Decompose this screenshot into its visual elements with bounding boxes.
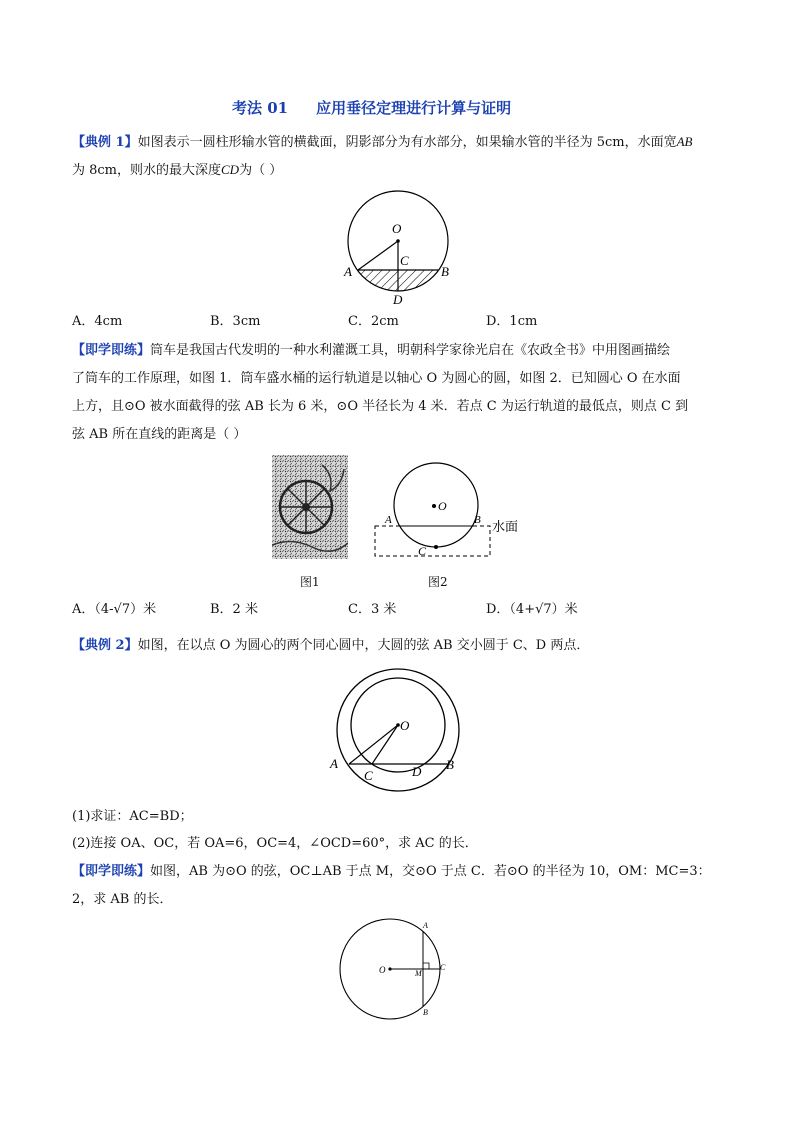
label-b: B xyxy=(446,757,454,772)
label-a: A xyxy=(344,264,352,279)
label-o: O xyxy=(438,499,447,513)
example1-option-d: D．1cm xyxy=(486,314,538,329)
label-o: O xyxy=(392,221,402,236)
example1-ab: AB xyxy=(676,134,693,149)
figure2-diagram xyxy=(370,460,530,564)
water-surface-label: 水面 xyxy=(492,519,519,534)
lowest-point-c xyxy=(434,545,438,549)
practice1-option-a: A．（4-√7）米 xyxy=(72,602,157,617)
label-d: D xyxy=(393,292,403,307)
right-angle-mark xyxy=(423,963,429,969)
radius-oa xyxy=(358,241,398,270)
water-box xyxy=(375,526,490,556)
figure2-caption: 图2 xyxy=(428,575,448,589)
practice1-option-b: B．2 米 xyxy=(210,602,258,617)
practice1-line3: 上方，且⊙O 被水面截得的弦 AB 长为 6 米，⊙O 半径长为 4 米．若点 C 为运行轨道的最低点，则点 C 到 xyxy=(72,399,689,414)
page-title xyxy=(232,97,511,118)
label-c: C xyxy=(440,963,446,972)
example1-option-b: B．3cm xyxy=(210,314,261,329)
label-c: C xyxy=(418,544,427,558)
example2-tag: 【典例 2】 xyxy=(72,638,138,653)
title-prefix: 考法 01 xyxy=(232,99,289,117)
label-m: M xyxy=(415,969,422,978)
practice1-option-d: D．（4+√7）米 xyxy=(486,602,578,617)
wheel-circle xyxy=(394,463,478,547)
example2-figure xyxy=(320,668,470,792)
practice1-line4: 弦 AB 所在直线的距离是（ ） xyxy=(72,427,247,442)
large-circle xyxy=(337,669,459,791)
example2-line1 xyxy=(72,632,589,660)
practice1-line1 xyxy=(72,337,670,365)
label-a: A xyxy=(423,921,428,930)
label-c: C xyxy=(400,253,409,268)
practice1-tag: 【即学即练】 xyxy=(72,343,151,358)
label-o: O xyxy=(379,965,386,975)
label-b: B xyxy=(474,514,481,526)
practice2-figure xyxy=(335,918,455,1022)
label-a: A xyxy=(330,756,338,771)
segment-oc xyxy=(372,725,398,764)
example1-option-c: C．2cm xyxy=(348,314,399,329)
center-o xyxy=(396,239,400,243)
practice1-line2: 了筒车的工作原理，如图 1．筒车盛水桶的运行轨道是以轴心 O 为圆心的圆，如图 2．已知圆心 O 在水面 xyxy=(72,371,681,386)
example1-text2a: 为 8cm，则水的最大深度 xyxy=(72,163,222,178)
center-o xyxy=(388,967,391,970)
example1-text1: 如图表示一圆柱形输水管的横截面，阴影部分为有水部分，如果输水管的半径为 5cm，水面宽 xyxy=(137,135,677,150)
example1-cd: CD xyxy=(221,162,240,177)
practice2-line2: 2，求 AB 的长． xyxy=(72,892,173,907)
example1-text2b: 为（ ） xyxy=(239,163,283,178)
label-b: B xyxy=(441,264,449,279)
label-a: A xyxy=(385,514,392,526)
example2-question1: (1)求证：AC=BD； xyxy=(72,809,193,824)
example1-line1 xyxy=(72,128,692,157)
practice1-text1: 筒车是我国古代发明的一种水利灌溉工具，明朝科学家徐光启在《农政全书》中用图画描绘 xyxy=(150,343,671,358)
example2-text1: 如图，在以点 O 为圆心的两个同心圆中，大圆的弦 AB 交小圆于 C、D 两点． xyxy=(137,638,590,653)
practice2-tag: 【即学即练】 xyxy=(72,864,151,879)
waterwheel-illustration xyxy=(272,455,348,559)
practice1-option-c: C．3 米 xyxy=(348,602,397,617)
example1-tag: 【典例 1】 xyxy=(72,135,138,150)
label-b: B xyxy=(423,1008,428,1017)
practice2-line1 xyxy=(72,858,711,886)
figure1-caption: 图1 xyxy=(300,575,320,589)
label-c: C xyxy=(364,768,373,783)
title-text: 应用垂径定理进行计算与证明 xyxy=(316,99,512,117)
label-o: O xyxy=(400,718,410,733)
example2-question2: (2)连接 OA、OC，若 OA=6，OC=4，∠OCD=60°，求 AC 的长． xyxy=(72,836,478,851)
label-d: D xyxy=(412,764,422,779)
segment-oa xyxy=(349,725,398,764)
example1-line2 xyxy=(72,156,282,185)
example1-figure xyxy=(330,186,470,314)
center-o xyxy=(432,504,436,508)
practice2-text1: 如图，AB 为⊙O 的弦，OC⊥AB 于点 M，交⊙O 于点 C．若⊙O 的半径为 10，OM：MC=3： xyxy=(150,864,711,879)
example1-option-a: A．4cm xyxy=(72,314,123,329)
